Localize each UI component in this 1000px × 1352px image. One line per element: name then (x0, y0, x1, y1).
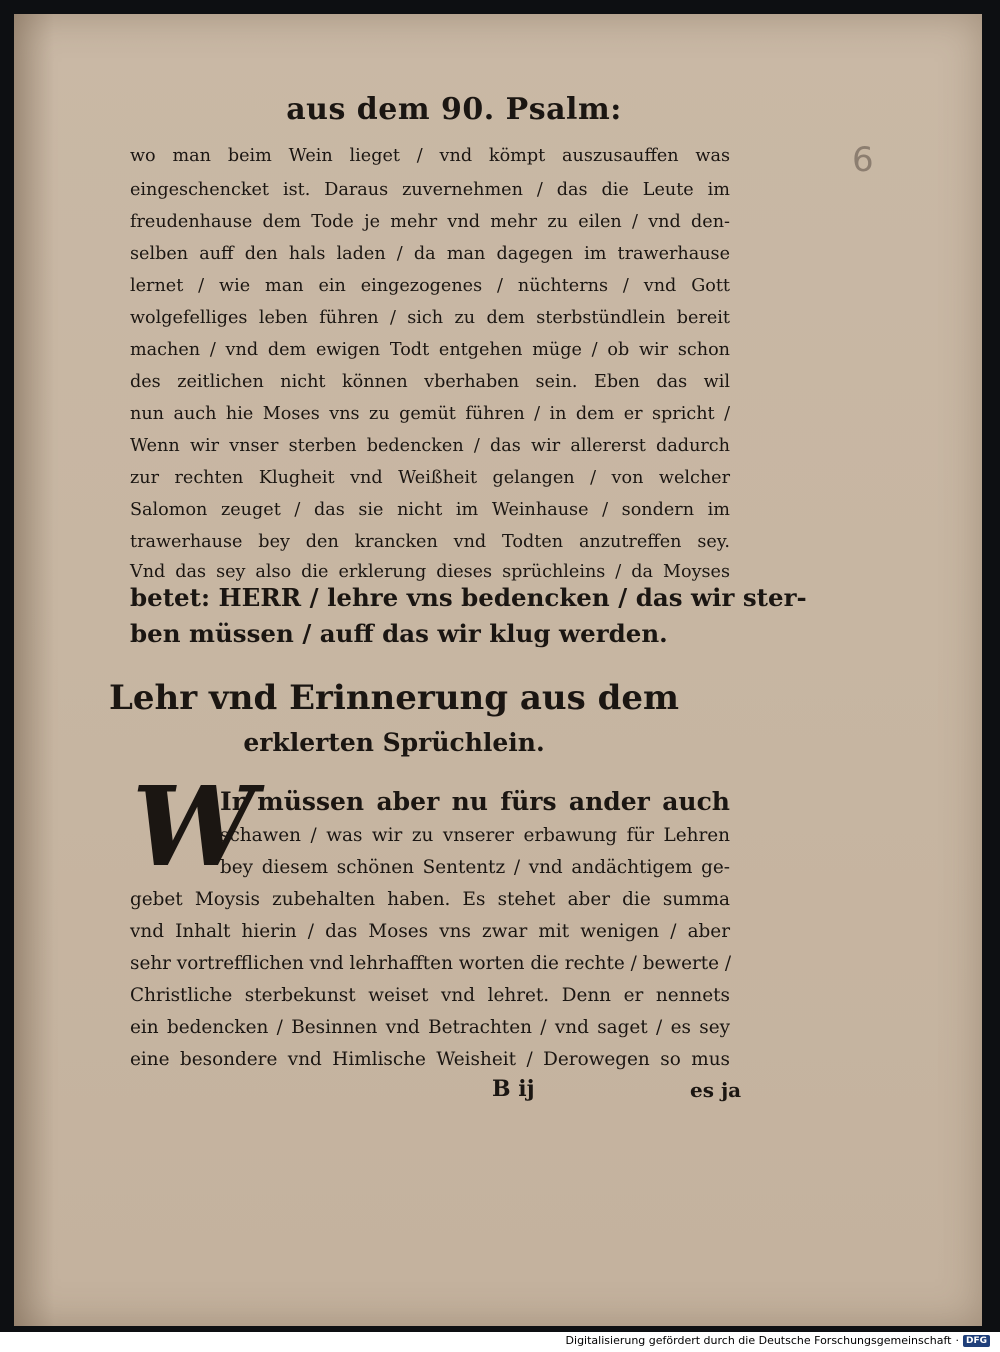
text-line: Ir müssen aber nu fürs ander auch (220, 787, 730, 816)
section-subheading: erklerten Sprüchlein. (243, 728, 545, 757)
running-head: aus dem 90. Psalm: (286, 92, 622, 127)
text-line: eine besondere vnd Himlische Weisheit / Derowegen so mus (130, 1049, 730, 1070)
text-line: machen / vnd dem ewigen Todt entgehen müge / ob wir schon (130, 340, 730, 360)
text-line-emphasis: betet: HERR / lehre vns bedencken / das wir ster- (130, 583, 807, 612)
text-line: nun auch hie Moses vns zu gemüt führen / in dem er spricht / (130, 404, 730, 424)
folio-mark: 6 (852, 140, 874, 180)
page-gutter-shadow (14, 14, 54, 1326)
text-line: Vnd das sey also die erklerung dieses sprüchleins / da Moyses (130, 562, 730, 582)
dfg-logo-icon: DFG (963, 1335, 990, 1347)
text-line: vnd Inhalt hierin / das Moses vns zwar mit wenigen / aber (130, 921, 730, 942)
text-line: des zeitlichen nicht können vberhaben sein. Eben das wil (130, 372, 730, 392)
text-line: selben auff den hals laden / da man dagegen im trawerhause (130, 244, 730, 264)
footer-credit (566, 1334, 990, 1347)
text-line: ein bedencken / Besinnen vnd Betrachten / vnd saget / es sey (130, 1017, 730, 1038)
text-line: eingeschencket ist. Daraus zuvernehmen / das die Leute im (130, 180, 730, 200)
text-line: wolgefelliges leben führen / sich zu dem sterbstündlein bereit (130, 308, 730, 328)
footer-separator: · (955, 1334, 959, 1347)
signature-mark: B ij (492, 1076, 535, 1102)
section-heading: Lehr vnd Erinnerung aus dem (109, 678, 679, 718)
text-line: Christliche sterbekunst weiset vnd lehret. Denn er nennets (130, 985, 730, 1006)
text-line: Salomon zeuget / das sie nicht im Weinhause / sondern im (130, 500, 730, 520)
text-line: gebet Moysis zubehalten haben. Es stehet aber die summa (130, 889, 730, 910)
text-line: freudenhause dem Tode je mehr vnd mehr zu eilen / vnd den- (130, 212, 730, 232)
text-line: sehr vortrefflichen vnd lehrhafften worten die rechte / bewerte / (130, 953, 732, 974)
decorated-initial: W (132, 762, 256, 891)
text-line: trawerhause bey den krancken vnd Todten anzutreffen sey. (130, 532, 730, 552)
text-line: lernet / wie man ein eingezogenes / nüchterns / vnd Gott (130, 276, 730, 296)
book-page (14, 14, 982, 1326)
text-line: bey diesem schönen Sententz / vnd andächtigem ge- (220, 857, 730, 878)
catchword: es ja (690, 1078, 742, 1102)
text-line: zur rechten Klugheit vnd Weißheit gelangen / von welcher (130, 468, 730, 488)
text-line: wo man beim Wein lieget / vnd kömpt auszusauffen was (130, 146, 730, 166)
text-line-emphasis: ben müssen / auff das wir klug werden. (130, 619, 668, 648)
footer-credit-text: Digitalisierung gefördert durch die Deutsche Forschungsgemeinschaft (565, 1334, 952, 1347)
text-line: Wenn wir vnser sterben bedencken / das wir allererst dadurch (130, 436, 730, 456)
text-line: schawen / was wir zu vnserer erbawung für Lehren (220, 825, 730, 846)
